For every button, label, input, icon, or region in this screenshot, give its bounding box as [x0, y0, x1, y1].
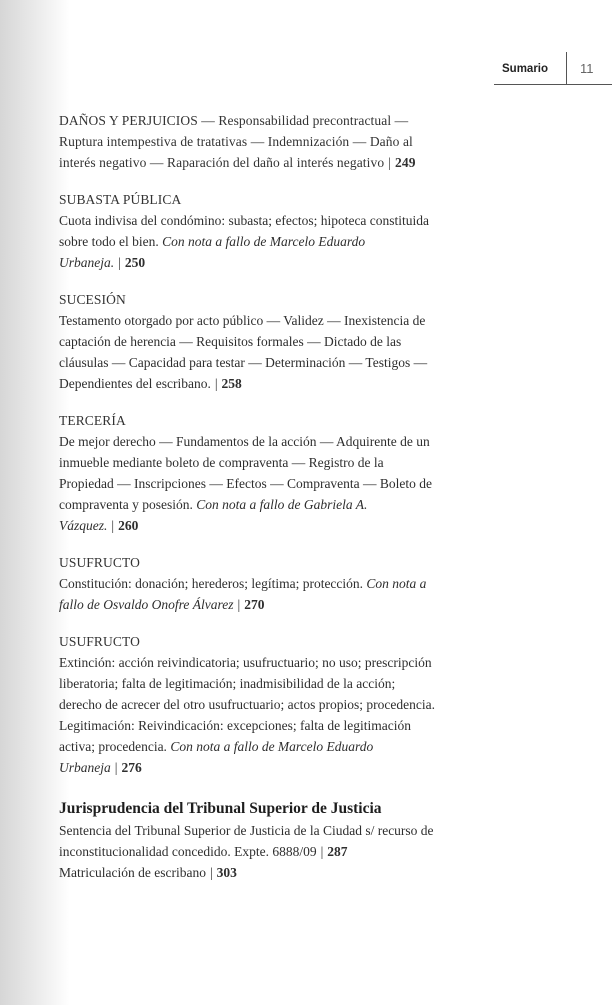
page-separator: |: [214, 376, 218, 391]
entry-title: USUFRUCTO: [59, 634, 140, 649]
page-ref[interactable]: 287: [327, 844, 348, 859]
page-separator: |: [237, 597, 241, 612]
section-item: Sentencia del Tribunal Superior de Justicia de la Ciudad s/ recurso de inconstitucionalidad concedido. Expte. 6888/09 | 287: [59, 823, 434, 859]
page-separator: |: [111, 518, 115, 533]
page-separator: |: [320, 844, 324, 859]
author-note: Con nota a fallo de Gabriela A. Vázquez.: [59, 497, 368, 533]
page-separator: |: [118, 255, 121, 270]
page-ref[interactable]: 250: [124, 255, 146, 270]
toc-entry-usufructo-constitucion: [59, 552, 439, 615]
page-separator: |: [114, 760, 118, 775]
section-heading: Jurisprudencia del Tribunal Superior de Justicia: [59, 800, 382, 817]
toc-entry-danos: [59, 110, 439, 173]
header-page-number: 11: [580, 61, 594, 76]
toc-entry-subasta: [59, 189, 439, 273]
toc-entry-usufructo-extincion: [59, 631, 439, 778]
entry-title: SUCESIÓN: [59, 292, 126, 307]
page-ref[interactable]: 270: [244, 597, 265, 612]
page-separator: |: [388, 155, 391, 170]
page-ref[interactable]: 249: [395, 155, 416, 170]
author-note: Con nota a fallo de Marcelo Eduardo Urbaneja.: [59, 234, 366, 270]
entry-body: Constitución: donación; herederos; legítima; protección. Con nota a fallo de Osvaldo Onofre Álvarez | 270: [59, 576, 427, 612]
entry-title: SUBASTA PÚBLICA: [59, 192, 182, 207]
entry-body: Testamento otorgado por acto público — Validez — Inexistencia de captación de herencia — Requisitos formales — Dictado de las cláusulas — Capacidad para testar — Determinación — Testigos — Dependientes del escribano. | 258: [59, 313, 428, 391]
toc-entry-sucesion: [59, 289, 439, 394]
author-note: Con nota a fallo de Marcelo Eduardo Urbaneja: [59, 739, 374, 775]
page-ref[interactable]: 303: [216, 865, 237, 880]
page-separator: |: [209, 865, 213, 880]
entry-body: De mejor derecho — Fundamentos de la acción — Adquirente de un inmueble mediante boleto de compraventa — Registro de la Propiedad — Inscripciones — Efectos — Compraventa — Boleto de compraventa y posesión. Con nota a fallo de Gabriela A. Vázquez. | 260: [59, 434, 433, 533]
entry-title: TERCERÍA: [59, 413, 126, 428]
header-title: Sumario: [502, 63, 549, 75]
page-ref[interactable]: 276: [121, 760, 142, 775]
header-divider: [566, 52, 567, 84]
section-item: Matriculación de escribano | 303: [59, 865, 237, 880]
entry-body: Extinción: acción reivindicatoria; usufructuario; no uso; prescripción liberatoria; falta de legitimación; inadmisibilidad de la acción; derecho de acrecer del otro usufructuario; actos propios; procedencia. Legitimación: Reivindicación: excepciones; falta de legitimación activa; procedencia. Con nota a fallo de Marcelo Eduardo Urbaneja | 276: [59, 655, 435, 775]
toc-entry-terceria: [59, 410, 439, 536]
table-of-contents: [59, 110, 439, 883]
page-ref[interactable]: 258: [221, 376, 242, 391]
entry-title: DAÑOS Y PERJUICIOS — Responsabilidad precontractual — Ruptura intempestiva de tratativas — Indemnización — Daño al interés negativo — Raparación del daño al interés negativo | 249: [59, 113, 416, 170]
entry-body: Cuota indivisa del condómino: subasta; efectos; hipoteca constituida sobre todo el bien. Con nota a fallo de Marcelo Eduardo Urbaneja. | 250: [59, 213, 430, 270]
author-note: Con nota a fallo de Osvaldo Onofre Álvarez: [59, 576, 427, 612]
entry-title: USUFRUCTO: [59, 555, 140, 570]
running-header: [494, 52, 612, 85]
page-ref[interactable]: 260: [118, 518, 139, 533]
